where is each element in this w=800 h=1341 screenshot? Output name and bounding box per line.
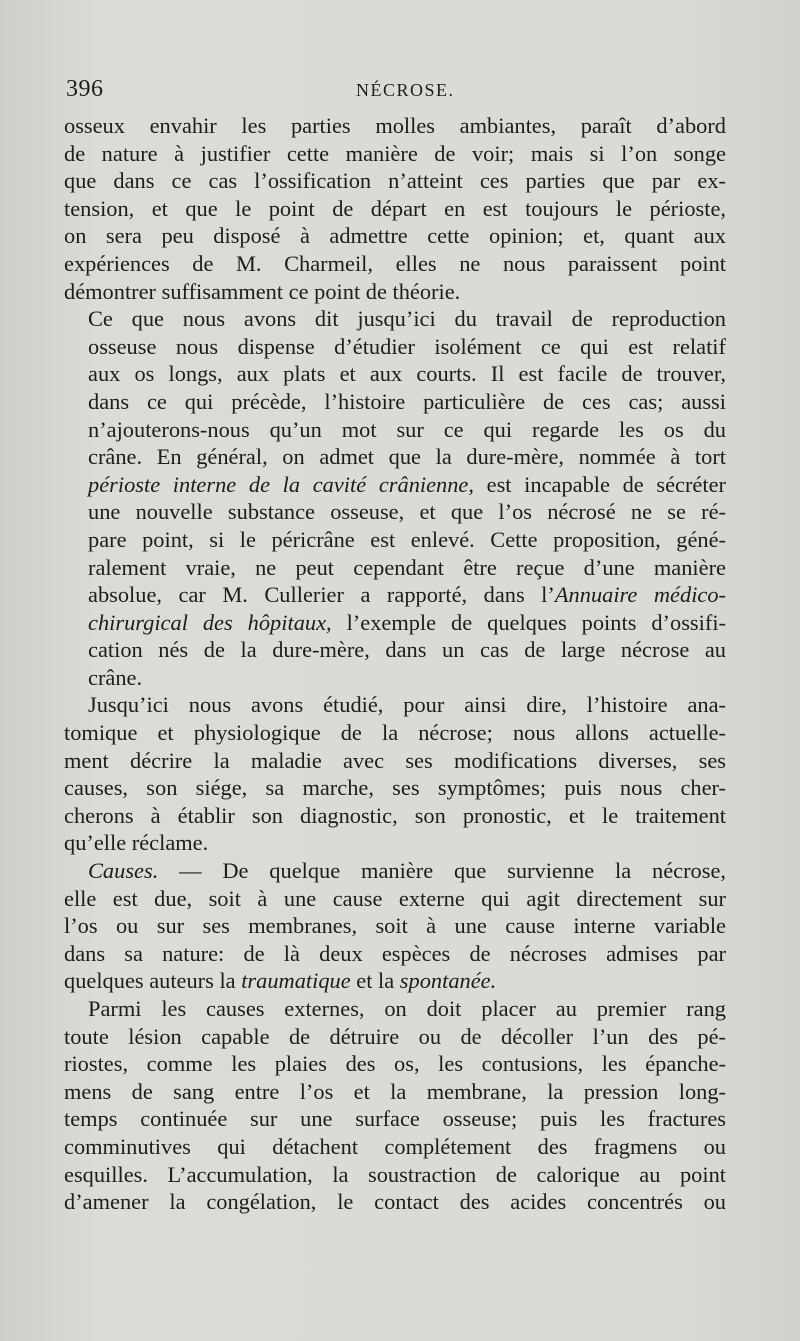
text-line: esquilles. L’accumulation, la soustraction de calorique au point bbox=[64, 1161, 726, 1187]
text-line bbox=[64, 967, 726, 995]
text-line: aux os longs, aux plats et aux courts. Il est facile de trouver, bbox=[88, 361, 726, 387]
paragraph-4 bbox=[64, 857, 726, 995]
text-line: temps continuée sur une surface osseuse; puis les fractures bbox=[64, 1106, 726, 1132]
text-line: Parmi les causes externes, on doit placer au premier rang bbox=[88, 996, 726, 1021]
text-line: riostes, comme les plaies des os, les contusions, les épanche- bbox=[64, 1051, 726, 1077]
italic-term: chirurgical des hôpitaux, bbox=[88, 609, 332, 635]
text-line: osseuse nous dispense d’étudier isolément ce qui est relatif bbox=[88, 333, 726, 359]
text-line: tension, et que le point de départ en est toujours le périoste, bbox=[64, 195, 726, 221]
page-header bbox=[66, 76, 726, 106]
text-line: d’amener la congélation, le contact des acides concentrés ou bbox=[64, 1189, 726, 1215]
text-run: l’exemple de quelques points d’ossifi- bbox=[331, 609, 726, 635]
text-line: qu’elle réclame. bbox=[64, 830, 209, 856]
text-line bbox=[64, 471, 726, 499]
text-line: crâne. bbox=[88, 664, 143, 690]
text-line: l’os ou sur ses membranes, soit à une cause interne variable bbox=[64, 913, 726, 939]
text-line: tomique et physiologique de la nécrose; nous allons actuelle- bbox=[64, 720, 726, 746]
text-line: n’ajouterons-nous qu’un mot sur ce qui regarde les os du bbox=[88, 416, 726, 442]
text-line: Ce que nous avons dit jusqu’ici du travail de reproduction bbox=[88, 306, 726, 332]
text-line: osseux envahir les parties molles ambiantes, paraît d’abord bbox=[64, 113, 726, 138]
page-number: 396 bbox=[66, 76, 104, 102]
text-line: toute lésion capable de détruire ou de décoller l’un des pé- bbox=[64, 1023, 726, 1049]
text-line: de nature à justifier cette manière de voir; mais si l’on songe bbox=[64, 140, 726, 166]
section-heading: Causes. bbox=[88, 858, 159, 884]
text-line: pare point, si le péricrâne est enlevé. Cette proposition, géné- bbox=[88, 526, 726, 552]
text-line: dans ce qui précède, l’histoire particulière de ces cas; aussi bbox=[88, 388, 726, 414]
text-line: on sera peu disposé à admettre cette opinion; et, quant aux bbox=[64, 223, 726, 249]
text-line bbox=[64, 609, 726, 637]
paragraph-1 bbox=[64, 112, 726, 305]
text-line: cation nés de la dure-mère, dans un cas de large nécrose au bbox=[88, 637, 726, 663]
italic-term: traumatique bbox=[241, 968, 351, 994]
text-line: dans sa nature: de là deux espèces de nécroses admises par bbox=[64, 940, 726, 966]
text-line: mens de sang entre l’os et la membrane, la pression long- bbox=[64, 1078, 726, 1104]
text-line: une nouvelle substance osseuse, et que l’os nécrosé ne se ré- bbox=[88, 499, 726, 525]
text-run: quelques auteurs la bbox=[64, 968, 242, 994]
text-line bbox=[64, 581, 726, 609]
text-line: Jusqu’ici nous avons étudié, pour ainsi dire, l’histoire ana- bbox=[88, 692, 726, 718]
text-line: ment décrire la maladie avec ses modifications diverses, ses bbox=[64, 747, 726, 773]
text-line: elle est due, soit à une cause externe qui agit directement sur bbox=[64, 885, 726, 911]
paragraph-2 bbox=[64, 305, 726, 691]
text-line bbox=[64, 857, 726, 885]
page-body bbox=[64, 112, 726, 1216]
text-line: comminutives qui détachent complétement des fragmens ou bbox=[64, 1133, 726, 1159]
text-line: expériences de M. Charmeil, elles ne nous paraissent point bbox=[64, 250, 726, 276]
text-line: que dans ce cas l’ossification n’atteint ces parties que par ex- bbox=[64, 168, 726, 194]
italic-term: périoste interne de la cavité crânienne, bbox=[88, 471, 474, 497]
paragraph-5 bbox=[64, 995, 726, 1216]
italic-term: spontanée. bbox=[399, 968, 497, 994]
running-head: NÉCROSE. bbox=[356, 80, 455, 100]
text-run: — De quelque manière que survienne la nécrose, bbox=[158, 858, 726, 884]
text-run: et la bbox=[350, 968, 400, 994]
italic-term: Annuaire médico- bbox=[554, 582, 727, 608]
text-line: cherons à établir son diagnostic, son pronostic, et le traitement bbox=[64, 802, 726, 828]
text-line: démontrer suffisamment ce point de théorie. bbox=[64, 278, 461, 304]
text-line: crâne. En général, on admet que la dure-mère, nommée à tort bbox=[88, 444, 726, 470]
paragraph-3 bbox=[64, 691, 726, 857]
text-line: ralement vraie, ne peut cependant être reçue d’une manière bbox=[88, 554, 726, 580]
text-line: causes, son siége, sa marche, ses symptômes; puis nous cher- bbox=[64, 775, 726, 801]
text-run: absolue, car M. Cullerier a rapporté, dans l’ bbox=[88, 582, 555, 608]
text-run: est incapable de sécréter bbox=[473, 471, 726, 497]
